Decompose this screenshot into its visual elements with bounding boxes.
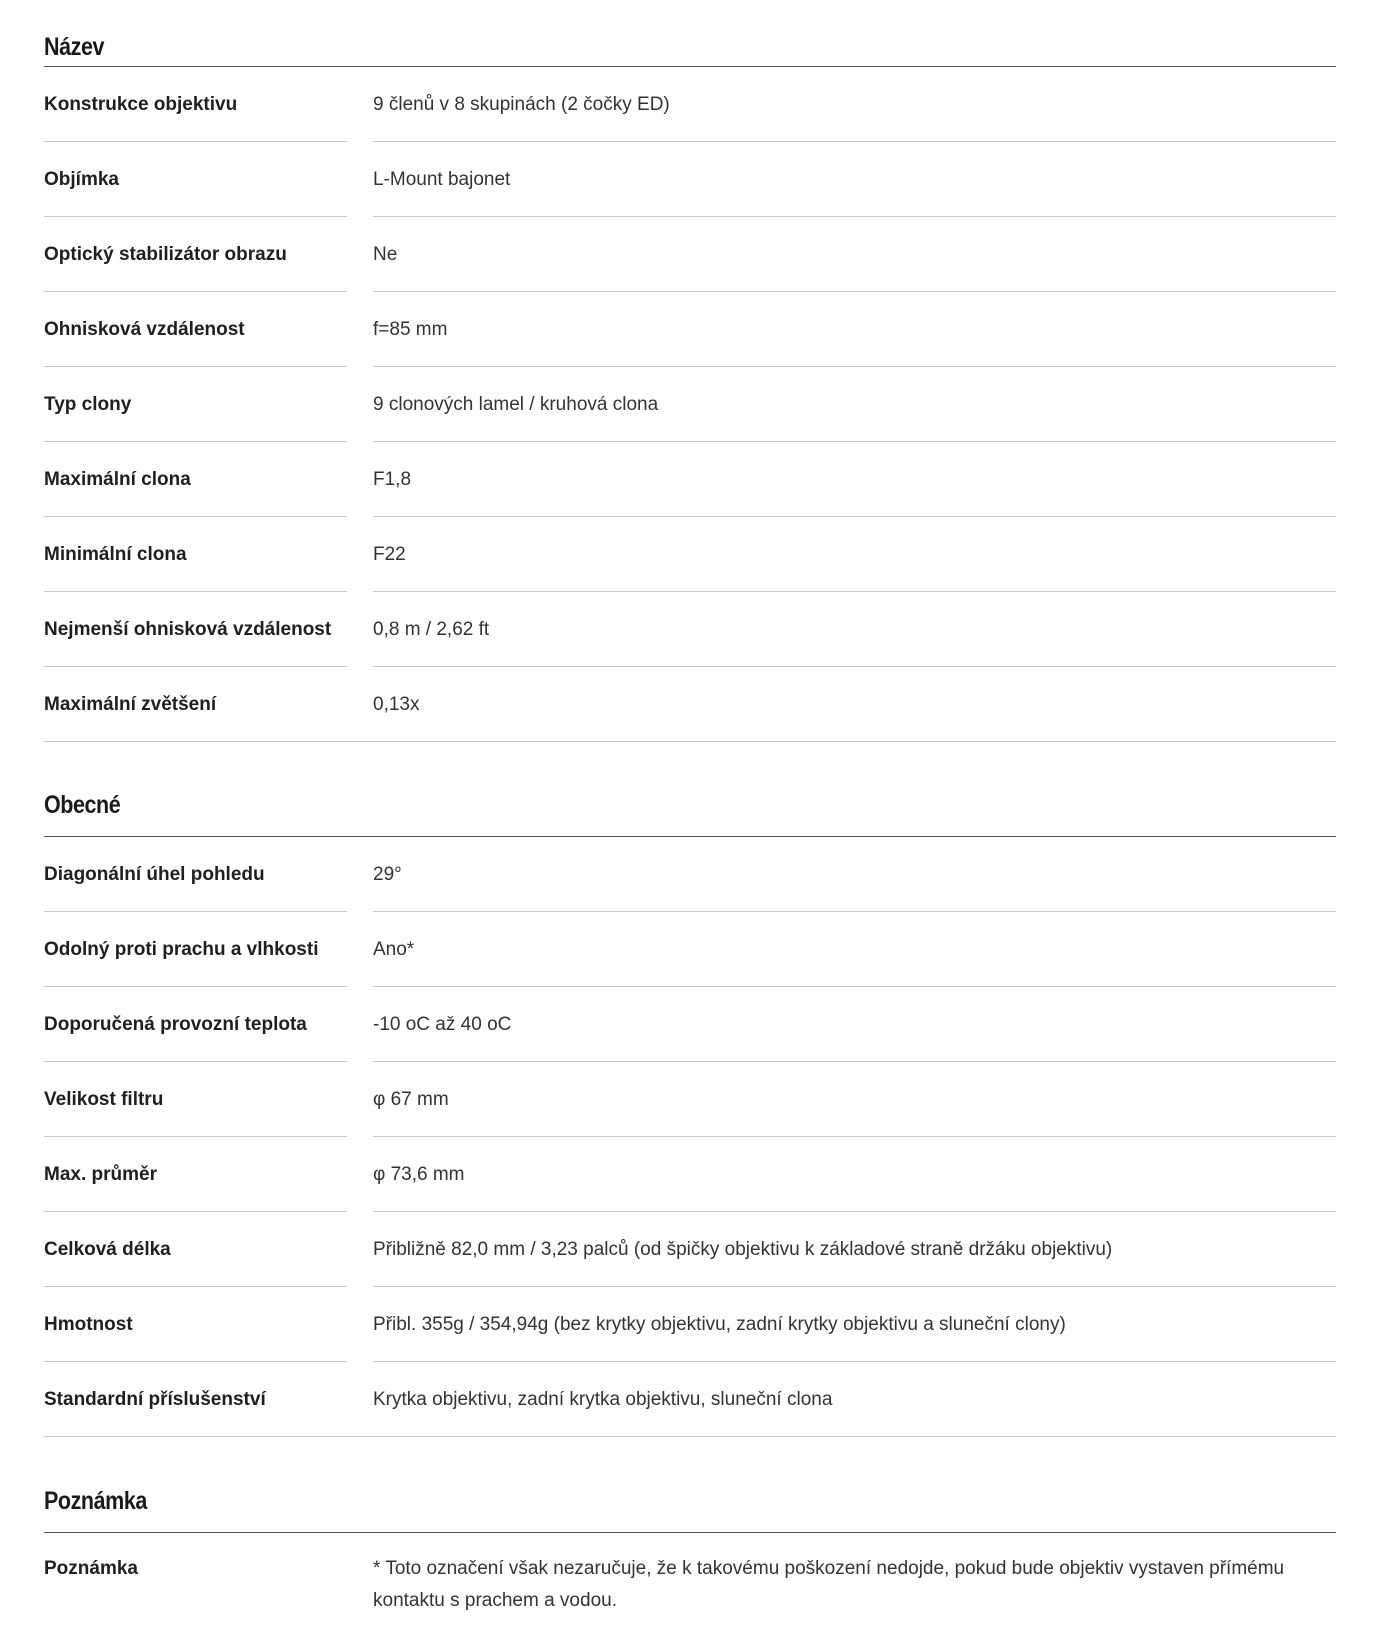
spec-row-note: [44, 1533, 1336, 1617]
row-divider: [44, 741, 1336, 742]
spec-label: Maximální zvětšení: [44, 693, 217, 715]
spec-label: Minimální clona: [44, 543, 187, 565]
spec-label: Max. průměr: [44, 1163, 157, 1185]
spec-label: Nejmenší ohnisková vzdálenost: [44, 618, 332, 640]
spec-label: Hmotnost: [44, 1313, 133, 1335]
spec-label: Optický stabilizátor obrazu: [44, 243, 287, 265]
section-title: Poznámka: [44, 1487, 147, 1515]
spec-row-max-magnification: [44, 667, 1336, 742]
spec-row-angle-of-view: [44, 837, 1336, 912]
spec-value: 29°: [373, 863, 402, 885]
spec-row-aperture-type: [44, 367, 1336, 442]
spec-row-mount: [44, 142, 1336, 217]
row-divider: [44, 1436, 1336, 1437]
spec-row-weather-sealing: [44, 912, 1336, 987]
spec-value: * Toto označení však nezaručuje, že k takovému poškození nedojde, pokud bude objektiv vystaven přímému kontaktu s prachem a vodou.: [373, 1558, 1285, 1611]
spec-row-stabilizer: [44, 217, 1336, 292]
spec-value: φ 67 mm: [373, 1088, 449, 1110]
spec-label: Konstrukce objektivu: [44, 93, 238, 115]
spec-value: Ne: [373, 243, 398, 265]
spec-row-min-aperture: [44, 517, 1336, 592]
spec-value: 0,8 m / 2,62 ft: [373, 618, 490, 640]
spec-row-focal-length: [44, 292, 1336, 367]
section-title: Obecné: [44, 791, 121, 819]
spec-row-overall-length: [44, 1212, 1336, 1287]
spec-value: -10 oC až 40 oC: [373, 1013, 512, 1035]
spec-row-max-diameter: [44, 1137, 1336, 1212]
section-nazev: [44, 0, 1336, 742]
spec-page: [44, 0, 1336, 1617]
spec-value: L-Mount bajonet: [373, 168, 511, 190]
spec-row-filter-size: [44, 1062, 1336, 1137]
spec-value: Přibl. 355g / 354,94g (bez krytky objektivu, zadní krytky objektivu a sluneční clony): [373, 1313, 1066, 1335]
spec-row-operating-temperature: [44, 987, 1336, 1062]
spec-label: Maximální clona: [44, 468, 191, 490]
spec-label: Velikost filtru: [44, 1088, 164, 1110]
spec-label: Doporučená provozní teplota: [44, 1013, 307, 1035]
spec-label: Objímka: [44, 168, 119, 190]
spec-value: f=85 mm: [373, 318, 448, 340]
spec-value: φ 73,6 mm: [373, 1163, 465, 1185]
spec-value: Přibližně 82,0 mm / 3,23 palců (od špičky objektivu k základové straně držáku objektivu): [373, 1238, 1113, 1260]
spec-label: Odolný proti prachu a vlhkosti: [44, 938, 319, 960]
spec-value: 9 clonových lamel / kruhová clona: [373, 393, 659, 415]
spec-row-lens-construction: [44, 67, 1336, 142]
spec-label: Typ clony: [44, 393, 132, 415]
spec-row-max-aperture: [44, 442, 1336, 517]
spec-row-min-focus-distance: [44, 592, 1336, 667]
spec-value: Krytka objektivu, zadní krytka objektivu, sluneční clona: [373, 1388, 833, 1410]
spec-label: Ohnisková vzdálenost: [44, 318, 245, 340]
spec-value: 9 členů v 8 skupinách (2 čočky ED): [373, 93, 670, 115]
spec-value: F22: [373, 543, 406, 565]
spec-label: Poznámka: [44, 1558, 138, 1579]
spec-row-standard-accessories: [44, 1362, 1336, 1437]
spec-row-weight: [44, 1287, 1336, 1362]
spec-value: 0,13x: [373, 693, 420, 715]
section-poznamka: [44, 1437, 1336, 1617]
section-obecne: [44, 742, 1336, 1437]
section-title: Název: [44, 33, 104, 61]
spec-value: Ano*: [373, 938, 415, 960]
spec-label: Standardní příslušenství: [44, 1388, 266, 1410]
spec-label: Celková délka: [44, 1238, 171, 1260]
spec-label: Diagonální úhel pohledu: [44, 863, 265, 885]
spec-value: F1,8: [373, 468, 412, 490]
